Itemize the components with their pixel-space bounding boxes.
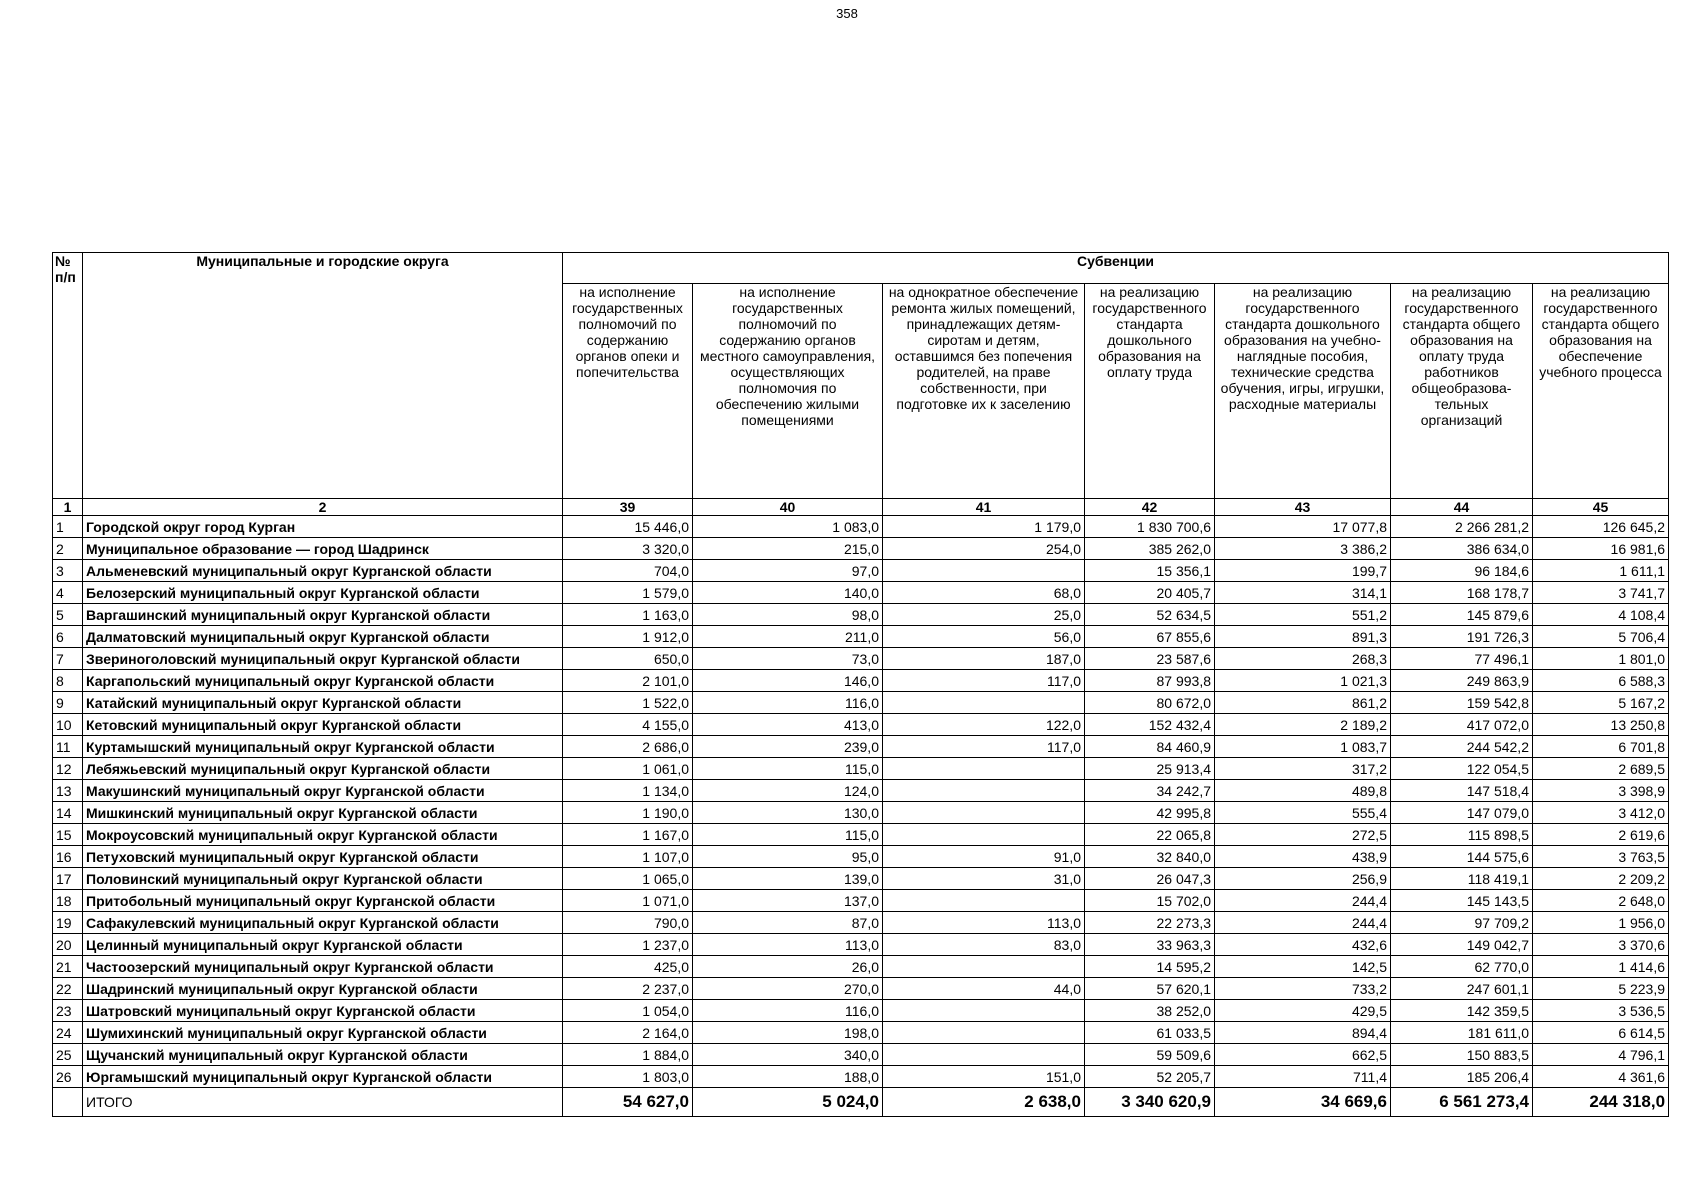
amount-cell [883,560,1085,582]
table-row [53,626,1669,648]
district-name: Городской округ город Курган [83,516,563,538]
amount-cell: 1 021,3 [1215,670,1391,692]
row-number: 6 [53,626,83,648]
amount-cell: 95,0 [693,846,883,868]
amount-cell: 891,3 [1215,626,1391,648]
amount-cell: 650,0 [563,648,693,670]
district-name: Далматовский муниципальный округ Курганской области [83,626,563,648]
amount-cell: 113,0 [883,912,1085,934]
amount-cell: 38 252,0 [1085,1000,1215,1022]
amount-cell: 314,1 [1215,582,1391,604]
amount-cell: 1 884,0 [563,1044,693,1066]
total-value: 54 627,0 [563,1088,693,1117]
district-name: Каргапольский муниципальный округ Курганской области [83,670,563,692]
district-name: Мокроусовский муниципальный округ Курганской области [83,824,563,846]
amount-cell: 91,0 [883,846,1085,868]
amount-cell: 704,0 [563,560,693,582]
amount-cell: 26 047,3 [1085,868,1215,890]
amount-cell: 555,4 [1215,802,1391,824]
district-name: Макушинский муниципальный округ Курганской области [83,780,563,802]
amount-cell: 317,2 [1215,758,1391,780]
column-index: 2 [83,499,563,516]
amount-cell: 489,8 [1215,780,1391,802]
amount-cell: 417 072,0 [1391,714,1533,736]
amount-cell: 2 266 281,2 [1391,516,1533,538]
column-header-41: на однократное обеспечение ремонта жилых помещений, принадлежащих детям-сиротам и детям, оставшимся без попечения родителей, на праве собственности, при подготовке их к заселению [883,284,1085,499]
amount-cell: 2 164,0 [563,1022,693,1044]
amount-cell: 67 855,6 [1085,626,1215,648]
column-index-row [53,499,1669,516]
amount-cell: 25,0 [883,604,1085,626]
row-number: 25 [53,1044,83,1066]
amount-cell: 44,0 [883,978,1085,1000]
amount-cell: 2 237,0 [563,978,693,1000]
row-number: 10 [53,714,83,736]
amount-cell: 139,0 [693,868,883,890]
row-number: 11 [53,736,83,758]
table-row [53,1022,1669,1044]
table-row [53,758,1669,780]
amount-cell: 115,0 [693,758,883,780]
amount-cell: 1 414,6 [1533,956,1669,978]
amount-cell: 270,0 [693,978,883,1000]
amount-cell: 181 611,0 [1391,1022,1533,1044]
amount-cell: 3 320,0 [563,538,693,560]
district-name: Лебяжьевский муниципальный округ Курганской области [83,758,563,780]
amount-cell [883,890,1085,912]
amount-cell: 244 542,2 [1391,736,1533,758]
amount-cell: 711,4 [1215,1066,1391,1088]
amount-cell: 87 993,8 [1085,670,1215,692]
amount-cell: 6 701,8 [1533,736,1669,758]
amount-cell: 3 398,9 [1533,780,1669,802]
table-row [53,934,1669,956]
row-number: 1 [53,516,83,538]
amount-cell [883,758,1085,780]
amount-cell: 13 250,8 [1533,714,1669,736]
amount-cell: 5 223,9 [1533,978,1669,1000]
amount-cell: 1 163,0 [563,604,693,626]
amount-cell: 1 237,0 [563,934,693,956]
amount-cell: 185 206,4 [1391,1066,1533,1088]
amount-cell: 149 042,7 [1391,934,1533,956]
amount-cell: 52 205,7 [1085,1066,1215,1088]
amount-cell: 3 386,2 [1215,538,1391,560]
amount-cell: 733,2 [1215,978,1391,1000]
amount-cell [883,802,1085,824]
amount-cell: 152 432,4 [1085,714,1215,736]
amount-cell: 96 184,6 [1391,560,1533,582]
amount-cell [883,692,1085,714]
district-name: Половинский муниципальный округ Курганской области [83,868,563,890]
amount-cell: 84 460,9 [1085,736,1215,758]
amount-cell: 22 273,3 [1085,912,1215,934]
column-index: 43 [1215,499,1391,516]
amount-cell: 56,0 [883,626,1085,648]
amount-cell: 117,0 [883,736,1085,758]
amount-cell: 77 496,1 [1391,648,1533,670]
amount-cell: 59 509,6 [1085,1044,1215,1066]
amount-cell: 118 419,1 [1391,868,1533,890]
amount-cell: 2 619,6 [1533,824,1669,846]
amount-cell: 1 579,0 [563,582,693,604]
amount-cell: 168 178,7 [1391,582,1533,604]
amount-cell: 199,7 [1215,560,1391,582]
table-row [53,912,1669,934]
amount-cell: 1 083,7 [1215,736,1391,758]
total-value: 34 669,6 [1215,1088,1391,1117]
table-row [53,604,1669,626]
column-index: 40 [693,499,883,516]
total-value: 3 340 620,9 [1085,1088,1215,1117]
total-number-cell [53,1088,83,1117]
column-index: 42 [1085,499,1215,516]
amount-cell: 52 634,5 [1085,604,1215,626]
district-name: Катайский муниципальный округ Курганской области [83,692,563,714]
amount-cell: 247 601,1 [1391,978,1533,1000]
amount-cell: 2 189,2 [1215,714,1391,736]
row-number: 7 [53,648,83,670]
amount-cell: 429,5 [1215,1000,1391,1022]
amount-cell: 16 981,6 [1533,538,1669,560]
table-row [53,956,1669,978]
amount-cell: 15 446,0 [563,516,693,538]
amount-cell: 98,0 [693,604,883,626]
amount-cell: 57 620,1 [1085,978,1215,1000]
district-name: Альменевский муниципальный округ Курганской области [83,560,563,582]
column-header-43: на реализацию государственного стандарта дошкольного образования на учебно-наглядные пособия, технические средства обучения, игры, игрушки, расходные материалы [1215,284,1391,499]
table-row [53,846,1669,868]
amount-cell: 268,3 [1215,648,1391,670]
amount-cell: 130,0 [693,802,883,824]
amount-cell: 1 803,0 [563,1066,693,1088]
table-row [53,1066,1669,1088]
row-number: 13 [53,780,83,802]
row-number: 26 [53,1066,83,1088]
row-number: 18 [53,890,83,912]
amount-cell: 23 587,6 [1085,648,1215,670]
amount-cell: 3 412,0 [1533,802,1669,824]
district-name: Варгашинский муниципальный округ Курганской области [83,604,563,626]
amount-cell: 115 898,5 [1391,824,1533,846]
row-number: 17 [53,868,83,890]
column-header-45: на реализацию государственного стандарта общего образования на обеспечение учебного процесса [1533,284,1669,499]
amount-cell: 142 359,5 [1391,1000,1533,1022]
district-name: Притобольный муниципальный округ Курганской области [83,890,563,912]
amount-cell: 244,4 [1215,912,1391,934]
amount-cell: 151,0 [883,1066,1085,1088]
table-row [53,802,1669,824]
district-name: Целинный муниципальный округ Курганской области [83,934,563,956]
amount-cell: 1 071,0 [563,890,693,912]
total-value: 5 024,0 [693,1088,883,1117]
amount-cell: 87,0 [693,912,883,934]
amount-cell: 73,0 [693,648,883,670]
amount-cell: 122,0 [883,714,1085,736]
table-row [53,538,1669,560]
amount-cell: 425,0 [563,956,693,978]
amount-cell: 14 595,2 [1085,956,1215,978]
row-number: 14 [53,802,83,824]
amount-cell: 2 689,5 [1533,758,1669,780]
amount-cell: 385 262,0 [1085,538,1215,560]
district-name: Шумихинский муниципальный округ Курганской области [83,1022,563,1044]
table-row [53,736,1669,758]
amount-cell: 3 536,5 [1533,1000,1669,1022]
district-name: Щучанский муниципальный округ Курганской области [83,1044,563,1066]
amount-cell: 5 706,4 [1533,626,1669,648]
column-header-44: на реализацию государственного стандарта общего образования на оплату труда работников общеобразова-тельных организаций [1391,284,1533,499]
column-index: 44 [1391,499,1533,516]
amount-cell: 1 065,0 [563,868,693,890]
district-name: Петуховский муниципальный округ Курганской области [83,846,563,868]
subventions-table [52,252,1669,1117]
amount-cell: 438,9 [1215,846,1391,868]
amount-cell: 126 645,2 [1533,516,1669,538]
amount-cell: 33 963,3 [1085,934,1215,956]
table-row [53,714,1669,736]
district-name: Звериноголовский муниципальный округ Курганской области [83,648,563,670]
column-index: 45 [1533,499,1669,516]
district-name: Куртамышский муниципальный округ Курганской области [83,736,563,758]
amount-cell: 4 108,4 [1533,604,1669,626]
amount-cell: 137,0 [693,890,883,912]
column-index: 1 [53,499,83,516]
table-row [53,692,1669,714]
page-number: 358 [836,6,858,21]
row-number: 12 [53,758,83,780]
amount-cell: 145 879,6 [1391,604,1533,626]
amount-cell: 124,0 [693,780,883,802]
amount-cell [883,1044,1085,1066]
row-number: 22 [53,978,83,1000]
amount-cell: 116,0 [693,692,883,714]
table-body [53,516,1669,1088]
amount-cell: 1 061,0 [563,758,693,780]
amount-cell: 6 614,5 [1533,1022,1669,1044]
amount-cell: 249 863,9 [1391,670,1533,692]
amount-cell: 861,2 [1215,692,1391,714]
amount-cell: 140,0 [693,582,883,604]
amount-cell: 3 763,5 [1533,846,1669,868]
amount-cell: 215,0 [693,538,883,560]
row-number: 9 [53,692,83,714]
amount-cell: 142,5 [1215,956,1391,978]
row-number: 19 [53,912,83,934]
amount-cell: 244,4 [1215,890,1391,912]
table-row [53,1044,1669,1066]
amount-cell: 31,0 [883,868,1085,890]
amount-cell: 551,2 [1215,604,1391,626]
district-name: Юргамышский муниципальный округ Курганской области [83,1066,563,1088]
amount-cell [883,1000,1085,1022]
amount-cell: 1 107,0 [563,846,693,868]
amount-cell: 198,0 [693,1022,883,1044]
amount-cell: 1 912,0 [563,626,693,648]
amount-cell: 68,0 [883,582,1085,604]
amount-cell: 147 518,4 [1391,780,1533,802]
table-row [53,670,1669,692]
amount-cell: 159 542,8 [1391,692,1533,714]
column-header-39: на исполнение государственных полномочий по содержанию органов опеки и попечительства [563,284,693,499]
amount-cell: 254,0 [883,538,1085,560]
amount-cell: 15 702,0 [1085,890,1215,912]
table-row [53,868,1669,890]
amount-cell: 116,0 [693,1000,883,1022]
amount-cell: 272,5 [1215,824,1391,846]
amount-cell [883,780,1085,802]
amount-cell: 4 155,0 [563,714,693,736]
amount-cell: 15 356,1 [1085,560,1215,582]
amount-cell: 1 801,0 [1533,648,1669,670]
row-number: 23 [53,1000,83,1022]
amount-cell: 191 726,3 [1391,626,1533,648]
total-value: 6 561 273,4 [1391,1088,1533,1117]
amount-cell: 83,0 [883,934,1085,956]
column-header-42: на реализацию государственного стандарта дошкольного образования на оплату труда [1085,284,1215,499]
amount-cell: 3 741,7 [1533,582,1669,604]
row-number: 21 [53,956,83,978]
row-number: 16 [53,846,83,868]
amount-cell: 1 190,0 [563,802,693,824]
amount-cell: 113,0 [693,934,883,956]
table-row [53,582,1669,604]
total-row [53,1088,1669,1117]
amount-cell: 117,0 [883,670,1085,692]
amount-cell: 2 209,2 [1533,868,1669,890]
amount-cell: 115,0 [693,824,883,846]
amount-cell: 144 575,6 [1391,846,1533,868]
amount-cell: 62 770,0 [1391,956,1533,978]
amount-cell: 1 083,0 [693,516,883,538]
district-name: Сафакулевский муниципальный округ Курганской области [83,912,563,934]
district-name: Белозерский муниципальный округ Курганской области [83,582,563,604]
amount-cell [883,956,1085,978]
amount-cell: 256,9 [1215,868,1391,890]
column-index: 39 [563,499,693,516]
amount-cell: 413,0 [693,714,883,736]
amount-cell: 662,5 [1215,1044,1391,1066]
amount-cell: 150 883,5 [1391,1044,1533,1066]
table-row [53,516,1669,538]
district-name: Кетовский муниципальный округ Курганской области [83,714,563,736]
amount-cell: 146,0 [693,670,883,692]
amount-cell: 211,0 [693,626,883,648]
amount-cell: 20 405,7 [1085,582,1215,604]
amount-cell: 25 913,4 [1085,758,1215,780]
amount-cell: 1 054,0 [563,1000,693,1022]
amount-cell: 3 370,6 [1533,934,1669,956]
district-name: Мишкинский муниципальный округ Курганской области [83,802,563,824]
header-district-name: Муниципальные и городские округа [83,253,563,499]
amount-cell: 1 956,0 [1533,912,1669,934]
amount-cell: 80 672,0 [1085,692,1215,714]
amount-cell: 145 143,5 [1391,890,1533,912]
table-row [53,824,1669,846]
table-row [53,978,1669,1000]
amount-cell: 2 686,0 [563,736,693,758]
amount-cell: 5 167,2 [1533,692,1669,714]
table-row [53,890,1669,912]
amount-cell: 34 242,7 [1085,780,1215,802]
amount-cell: 122 054,5 [1391,758,1533,780]
row-number: 8 [53,670,83,692]
column-header-40: на исполнение государственных полномочий по содержанию органов местного самоуправления, осуществляющих полномочия по обеспечению жилыми помещениями [693,284,883,499]
amount-cell [883,1022,1085,1044]
district-name: Шадринский муниципальный округ Курганской области [83,978,563,1000]
amount-cell: 2 101,0 [563,670,693,692]
table-row [53,648,1669,670]
amount-cell: 894,4 [1215,1022,1391,1044]
amount-cell: 42 995,8 [1085,802,1215,824]
row-number: 4 [53,582,83,604]
total-label: ИТОГО [83,1088,563,1117]
amount-cell: 97,0 [693,560,883,582]
district-name: Шатровский муниципальный округ Курганской области [83,1000,563,1022]
row-number: 20 [53,934,83,956]
amount-cell: 32 840,0 [1085,846,1215,868]
amount-cell: 790,0 [563,912,693,934]
column-index: 41 [883,499,1085,516]
district-name: Муниципальное образование — город Шадринск [83,538,563,560]
total-value: 244 318,0 [1533,1088,1669,1117]
amount-cell: 1 167,0 [563,824,693,846]
amount-cell: 2 648,0 [1533,890,1669,912]
total-value: 2 638,0 [883,1088,1085,1117]
row-number: 5 [53,604,83,626]
amount-cell: 340,0 [693,1044,883,1066]
amount-cell: 187,0 [883,648,1085,670]
amount-cell: 147 079,0 [1391,802,1533,824]
amount-cell: 17 077,8 [1215,516,1391,538]
row-number: 15 [53,824,83,846]
amount-cell: 22 065,8 [1085,824,1215,846]
header-number: № п/п [53,253,83,499]
amount-cell: 1 179,0 [883,516,1085,538]
table-row [53,1000,1669,1022]
amount-cell: 386 634,0 [1391,538,1533,560]
amount-cell: 1 134,0 [563,780,693,802]
amount-cell: 26,0 [693,956,883,978]
amount-cell: 61 033,5 [1085,1022,1215,1044]
amount-cell: 4 361,6 [1533,1066,1669,1088]
row-number: 3 [53,560,83,582]
table-row [53,780,1669,802]
amount-cell: 1 611,1 [1533,560,1669,582]
amount-cell: 6 588,3 [1533,670,1669,692]
amount-cell: 1 830 700,6 [1085,516,1215,538]
amount-cell: 432,6 [1215,934,1391,956]
amount-cell: 97 709,2 [1391,912,1533,934]
amount-cell: 1 522,0 [563,692,693,714]
district-name: Частоозерский муниципальный округ Курганской области [83,956,563,978]
row-number: 24 [53,1022,83,1044]
table-row [53,560,1669,582]
row-number: 2 [53,538,83,560]
amount-cell [883,824,1085,846]
amount-cell: 4 796,1 [1533,1044,1669,1066]
amount-cell: 188,0 [693,1066,883,1088]
header-subventions: Субвенции [563,253,1669,284]
amount-cell: 239,0 [693,736,883,758]
